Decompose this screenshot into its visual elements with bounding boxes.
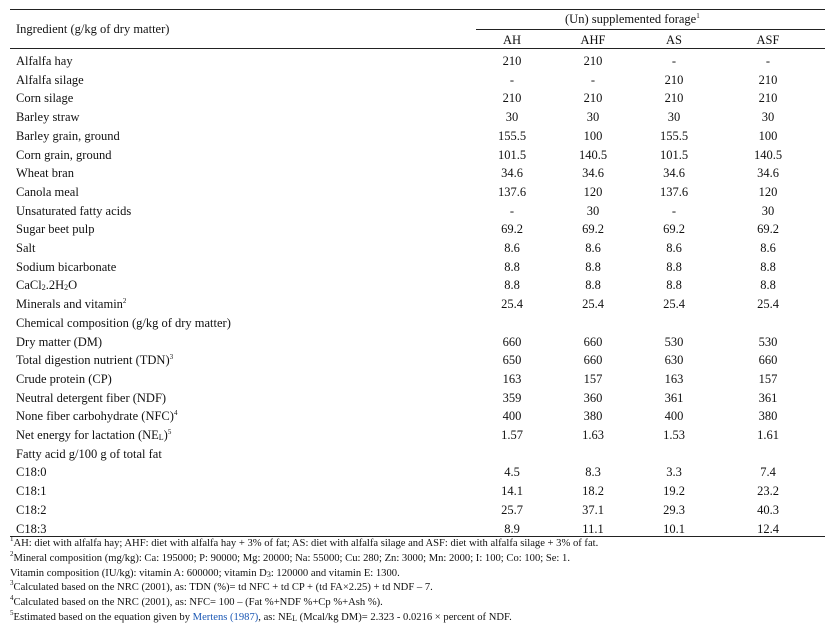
cell-ahf: 100 — [583, 128, 603, 143]
table-row — [0, 110, 832, 129]
row-label — [16, 465, 47, 479]
row-label-sup: 4 — [173, 409, 178, 418]
footnote-2-marker: 2 — [10, 549, 14, 558]
cell-ah: 34.6 — [501, 166, 523, 181]
row-label — [16, 241, 35, 255]
cell-as: - — [671, 203, 677, 218]
row-label — [16, 204, 131, 218]
row-label — [16, 148, 111, 162]
cell-asf: 7.4 — [760, 465, 776, 480]
cell-as: - — [671, 54, 677, 68]
footnote-5-text-a: Estimated based on the equation given by — [13, 611, 193, 623]
cell-asf: 30 — [761, 110, 775, 125]
cell-ahf: 30 — [586, 110, 600, 125]
ingredient-header-text: Ingredient (g/kg of dry matter) — [16, 22, 170, 36]
table-row — [0, 73, 832, 92]
cell-as: 10.1 — [663, 521, 685, 536]
table-row — [0, 54, 832, 73]
row-label-text: Net energy for lactation (NE — [16, 428, 159, 442]
row-label — [16, 129, 120, 143]
cell-ah: 8.8 — [504, 278, 520, 293]
row-label-text: CaCl — [16, 278, 42, 293]
cell-ah: - — [509, 72, 515, 87]
table-row — [0, 372, 832, 391]
cell-ah: 400 — [502, 409, 522, 424]
row-label — [16, 335, 102, 349]
footnote-1-text: AH: diet with alfalfa hay; AHF: diet with alfalfa hay + 3% of fat; AS: diet with alfalfa silage and ASF: diet with alfalfa silage + 3% of fat. — [13, 538, 599, 549]
row-label-text: Salt — [16, 241, 36, 255]
cell-asf: 30 — [761, 203, 775, 218]
cell-as: 530 — [664, 334, 684, 349]
footnote-5 — [10, 608, 825, 626]
footnote-3-text: Calculated based on the NRC (2001), as: TDN (%)= td NFC + td CP + (td FA×2.25) + td NDF – 7. — [13, 582, 433, 594]
cell-ah: 155.5 — [497, 128, 527, 143]
table-row — [0, 316, 832, 335]
cell-ah: 210 — [502, 91, 522, 106]
row-label — [16, 447, 162, 461]
cell-asf: 140.5 — [753, 147, 783, 162]
cell-ah: 359 — [502, 390, 522, 405]
table-row — [0, 484, 832, 503]
footnote-4-marker: 4 — [10, 594, 14, 603]
row-label-end: O — [68, 278, 78, 293]
row-label — [16, 278, 77, 292]
table-row — [0, 91, 832, 110]
cell-ahf: 660 — [583, 353, 603, 368]
cell-ah: 8.9 — [504, 521, 520, 536]
footnote-1-marker: 1 — [10, 535, 14, 543]
cell-as: 8.6 — [666, 241, 682, 255]
cell-asf: 69.2 — [757, 222, 779, 237]
row-label-mid: .2H — [45, 278, 65, 293]
cell-ahf: - — [590, 72, 596, 87]
table-row — [0, 260, 832, 279]
cell-ah: 25.4 — [501, 297, 523, 312]
cell-asf: 23.2 — [757, 484, 779, 499]
cell-as: 34.6 — [663, 166, 685, 181]
cell-ahf: 120 — [583, 184, 603, 199]
cell-ahf: 210 — [583, 91, 603, 106]
table-row — [0, 241, 832, 260]
row-label-text: Sugar beet pulp — [16, 222, 95, 237]
footnote-2b-sub: 3 — [266, 569, 271, 579]
footnote-3-marker: 3 — [10, 579, 14, 588]
group-header-sup: 1 — [696, 12, 700, 20]
table-row — [0, 391, 832, 410]
row-label-text: Unsaturated fatty acids — [16, 203, 132, 218]
cell-ah: 30 — [505, 110, 519, 125]
row-label — [16, 316, 231, 330]
cell-as: 361 — [664, 390, 684, 405]
cell-ah: 137.6 — [497, 184, 527, 199]
footnote-2b-text-b: : 120000 and vitamin E: 1300. — [270, 567, 400, 579]
row-label-text: Sodium bicarbonate — [16, 259, 117, 274]
cell-ahf: 660 — [583, 334, 603, 349]
column-header-ahf: AHF — [580, 33, 606, 47]
row-label — [16, 522, 47, 536]
cell-ahf: 1.63 — [582, 428, 604, 442]
row-label-text: C18:0 — [16, 465, 47, 480]
table-row — [0, 428, 832, 447]
row-label — [16, 260, 116, 274]
row-label-text: Corn grain, ground — [16, 147, 112, 162]
column-header-ah: AH — [502, 33, 522, 47]
footnote-3 — [10, 581, 825, 596]
cell-asf: 210 — [758, 91, 778, 106]
group-header-rule — [476, 29, 825, 30]
cell-ahf: 140.5 — [578, 147, 608, 162]
row-label-text: Minerals and vitamin — [16, 297, 123, 312]
table-row — [0, 222, 832, 241]
row-label-text: C18:1 — [16, 484, 47, 499]
footnote-5-marker: 5 — [10, 608, 14, 617]
cell-as: 210 — [664, 91, 684, 106]
cell-ah: - — [509, 203, 515, 218]
footnotes — [10, 537, 825, 626]
footnote-4 — [10, 596, 825, 611]
cell-asf: - — [765, 54, 771, 68]
cell-ahf: 8.3 — [585, 465, 601, 480]
row-label-sup: 2 — [122, 297, 127, 306]
cell-ahf: 360 — [583, 390, 603, 405]
row-label-text: Neutral detergent fiber (NDF) — [16, 390, 167, 405]
row-label-text: Alfalfa silage — [16, 72, 84, 87]
cell-as: 1.53 — [663, 428, 685, 442]
row-label-text: Crude protein (CP) — [16, 371, 112, 386]
cell-ah: 650 — [502, 353, 522, 368]
row-label-text: Dry matter (DM) — [16, 334, 103, 349]
footnote-2b-text-a: Vitamin composition (IU/kg): vitamin A: 600000; vitamin D — [10, 567, 267, 579]
cell-asf: 157 — [758, 371, 778, 386]
cell-as: 400 — [664, 409, 684, 424]
cell-as: 69.2 — [663, 222, 685, 237]
cell-ah: 8.6 — [504, 241, 520, 255]
cell-ahf: 30 — [586, 203, 600, 218]
row-label-end: ) — [163, 428, 168, 442]
cell-ahf: 37.1 — [582, 502, 604, 517]
cell-ahf: 380 — [583, 409, 603, 424]
cell-ah: 8.8 — [504, 259, 520, 274]
row-label-sub: 2 — [41, 283, 46, 293]
row-label — [16, 54, 73, 68]
cell-as: 137.6 — [659, 184, 689, 199]
table-row — [0, 278, 832, 297]
table-row — [0, 447, 832, 466]
cell-ah: 660 — [502, 334, 522, 349]
cell-asf: 1.61 — [757, 428, 779, 442]
table-row — [0, 129, 832, 148]
row-label — [16, 185, 79, 199]
cell-asf: 8.6 — [760, 241, 776, 255]
cell-ahf: 8.8 — [585, 278, 601, 293]
cell-ahf: 8.6 — [585, 241, 601, 255]
cell-asf: 361 — [758, 390, 778, 405]
table-row — [0, 335, 832, 354]
cell-ahf: 157 — [583, 371, 603, 386]
table-row — [0, 297, 832, 316]
cell-asf: 380 — [758, 409, 778, 424]
footnote-5-sub: L — [292, 613, 298, 623]
table-row — [0, 353, 832, 372]
group-header — [565, 12, 700, 26]
cell-ahf: 25.4 — [582, 297, 604, 312]
row-label — [16, 166, 74, 180]
cell-ahf: 11.1 — [582, 521, 604, 536]
cell-asf: 40.3 — [757, 502, 779, 517]
row-label-text: Total digestion nutrient (TDN) — [16, 353, 170, 368]
cell-ahf: 210 — [583, 54, 603, 68]
cell-as: 29.3 — [663, 502, 685, 517]
cell-as: 630 — [664, 353, 684, 368]
cell-ahf: 69.2 — [582, 222, 604, 237]
table-row — [0, 185, 832, 204]
row-label-text: Corn silage — [16, 91, 74, 106]
cell-ahf: 18.2 — [582, 484, 604, 499]
cell-as: 210 — [664, 72, 684, 87]
table-row — [0, 204, 832, 223]
header-bottom-rule — [10, 48, 825, 49]
row-label — [16, 110, 80, 124]
cell-as: 163 — [664, 371, 684, 386]
cell-ahf: 34.6 — [582, 166, 604, 181]
row-label-text: Chemical composition (g/kg of dry matter) — [16, 315, 231, 330]
row-label-text: Wheat bran — [16, 166, 74, 181]
row-label-sup: 3 — [169, 353, 174, 362]
cell-ah: 25.7 — [501, 502, 523, 517]
row-label-text: Barley grain, ground — [16, 128, 120, 143]
row-label — [16, 428, 171, 442]
row-label — [16, 503, 47, 517]
cell-asf: 210 — [758, 72, 778, 87]
cell-as: 30 — [667, 110, 681, 125]
cell-ah: 14.1 — [501, 484, 523, 499]
cell-as: 25.4 — [663, 297, 685, 312]
cell-asf: 34.6 — [757, 166, 779, 181]
row-label-text: Alfalfa hay — [16, 54, 73, 68]
table-top-rule — [10, 9, 825, 10]
cell-ah: 210 — [502, 54, 522, 68]
cell-ah: 101.5 — [497, 147, 527, 162]
cell-as: 155.5 — [659, 128, 689, 143]
cell-as: 19.2 — [663, 484, 685, 499]
footnote-2-text: Mineral composition (mg/kg): Ca: 195000; P: 90000; Mg: 20000; Na: 55000; Cu: 280; Zn: 3000; Mn: 2000; I: 100; Co: 100; Se: 1. — [13, 552, 570, 564]
column-header-asf: ASF — [756, 33, 780, 47]
cell-asf: 25.4 — [757, 297, 779, 312]
cell-asf: 120 — [758, 184, 778, 199]
cell-as: 101.5 — [659, 147, 689, 162]
row-label — [16, 73, 84, 87]
table-row — [0, 409, 832, 428]
table-row — [0, 166, 832, 185]
cell-ah: 69.2 — [501, 222, 523, 237]
row-label-sub: 2 — [64, 283, 69, 293]
cell-asf: 8.8 — [760, 259, 776, 274]
row-label — [16, 222, 94, 236]
row-label-text: Canola meal — [16, 184, 79, 199]
ingredient-column-header — [16, 22, 169, 36]
row-label — [16, 391, 166, 405]
cell-as: 8.8 — [666, 278, 682, 293]
footnote-2 — [10, 549, 825, 567]
table-row — [0, 148, 832, 167]
mertens-citation-link[interactable]: Mertens (1987) — [192, 611, 259, 623]
cell-ah: 163 — [502, 371, 522, 386]
row-label — [16, 297, 126, 311]
cell-asf: 100 — [758, 128, 778, 143]
row-label — [16, 353, 173, 367]
row-label-text: None fiber carbohydrate (NFC) — [16, 409, 174, 424]
row-label-text: Fatty acid g/100 g of total fat — [16, 446, 162, 461]
row-label-text: Barley straw — [16, 110, 80, 125]
cell-asf: 8.8 — [760, 278, 776, 293]
group-header-text: (Un) supplemented forage — [565, 12, 697, 26]
table-row — [0, 465, 832, 484]
table-row — [0, 503, 832, 522]
column-header-as: AS — [666, 33, 682, 47]
row-label-sup: 5 — [167, 428, 172, 436]
cell-asf: 12.4 — [757, 521, 779, 536]
row-label — [16, 409, 177, 423]
footnote-2-vitamins — [10, 567, 825, 582]
footnote-5-text-b: , as: NE — [258, 611, 293, 623]
row-label-text: C18:3 — [16, 521, 47, 536]
footnote-1 — [10, 537, 825, 552]
cell-as: 3.3 — [666, 465, 682, 480]
row-label-text: C18:2 — [16, 502, 47, 517]
cell-asf: 530 — [758, 334, 778, 349]
row-label — [16, 91, 73, 105]
row-label — [16, 372, 112, 386]
row-label — [16, 484, 47, 498]
cell-as: 8.8 — [666, 259, 682, 274]
footnote-4-text: Calculated based on the NRC (2001), as: NFC= 100 – (Fat %+NDF %+Cp %+Ash %). — [13, 597, 383, 609]
row-label-sub: L — [158, 433, 164, 442]
footnote-5-text-c: (Mcal/kg DM)= 2.323 - 0.0216 × percent of NDF. — [297, 611, 512, 623]
cell-ah: 1.57 — [501, 428, 523, 442]
cell-asf: 660 — [758, 353, 778, 368]
cell-ahf: 8.8 — [585, 259, 601, 274]
cell-ah: 4.5 — [504, 465, 520, 480]
